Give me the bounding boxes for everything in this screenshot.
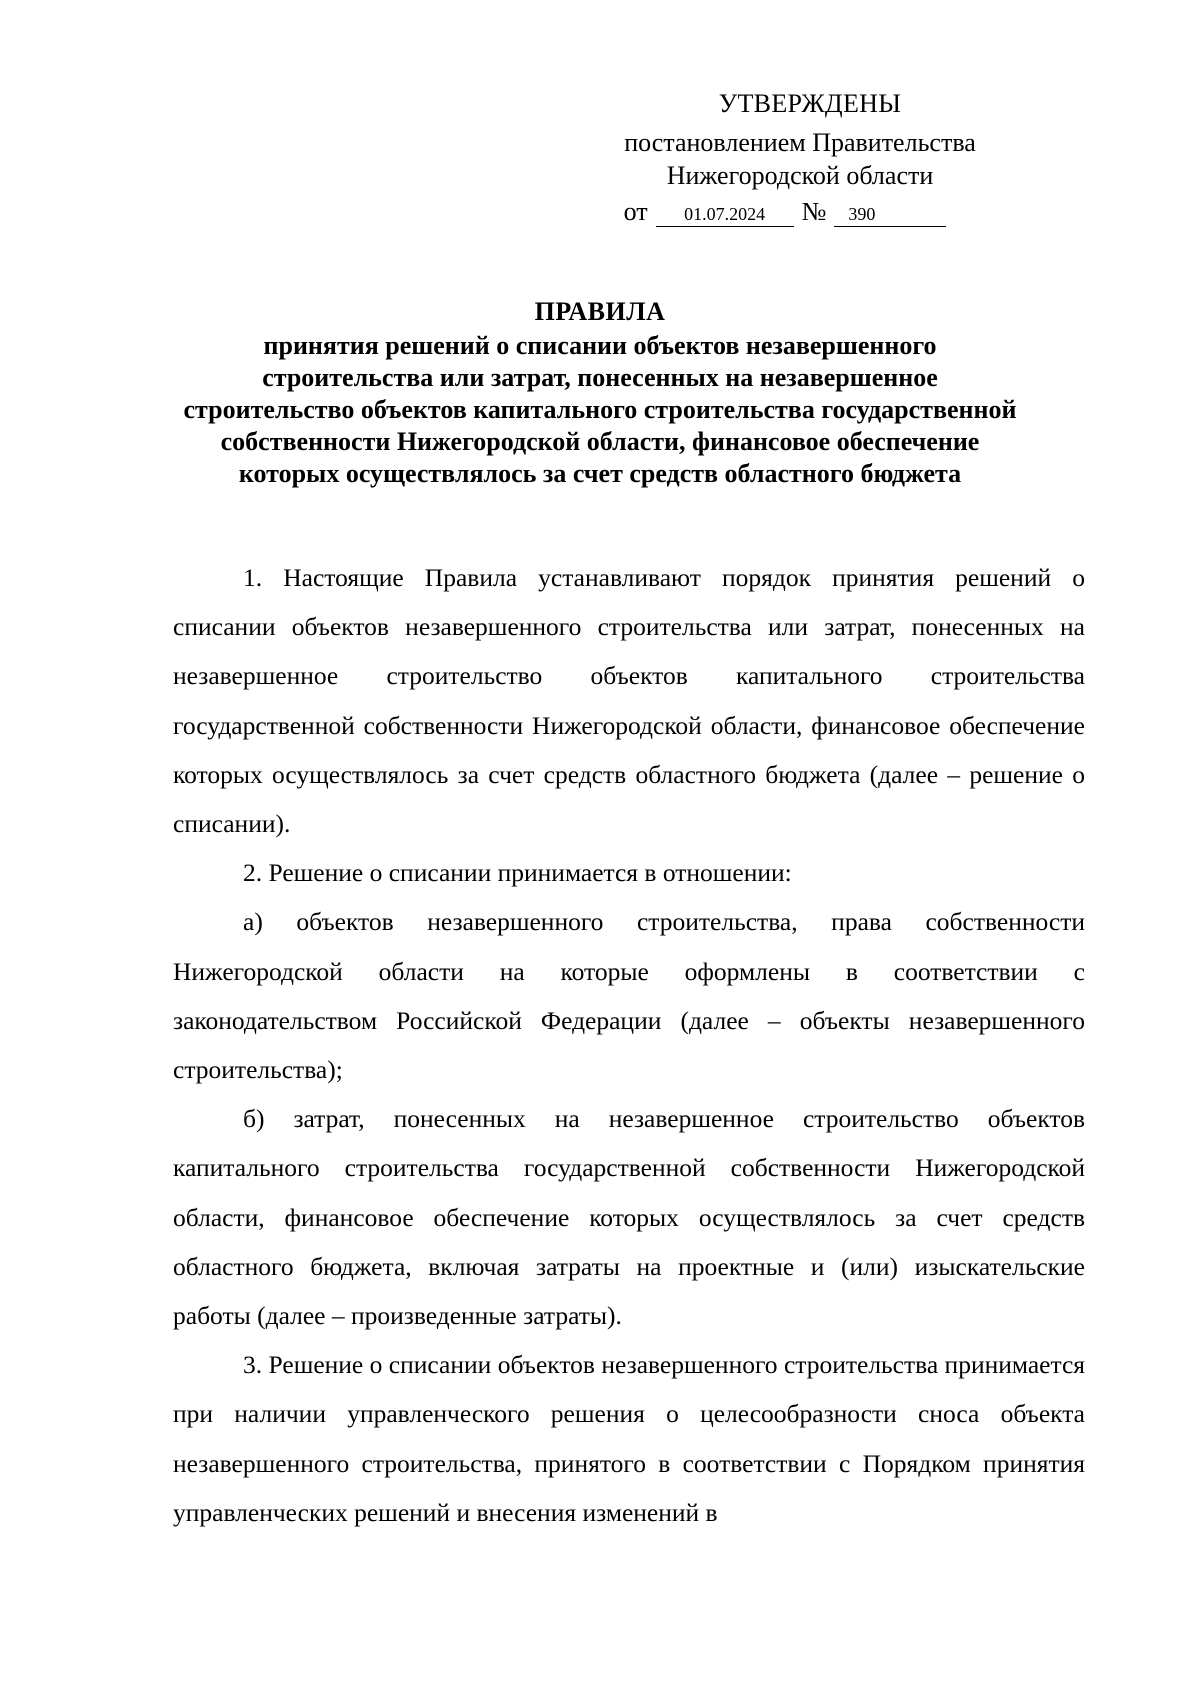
- approval-date-field: 01.07.2024: [656, 203, 794, 227]
- approval-date-row: [545, 192, 1025, 232]
- approval-line-1: постановлением Правительства: [624, 128, 976, 157]
- document-title: ПРАВИЛА: [534, 297, 666, 326]
- number-sign: №: [801, 197, 827, 226]
- paragraph-2: 2. Решение о списании принимается в отношении:: [243, 858, 792, 888]
- document-subtitle-line: строительство объектов капитального строительства государственной: [183, 395, 1017, 424]
- paragraph-2a: а) объектов незавершенного строительства, права собственности Нижегородской области на которые оформлены в соответствии с законодательством Российской Федерации (далее – объекты незавершенного строительства);: [173, 907, 1085, 1085]
- paragraph-1: 1. Настоящие Правила устанавливают порядок принятия решений о списании объектов незавершенного строительства или затрат, понесенных на незавершенное строительство объектов капитального строительства государственной собственности Нижегородской области, финансовое обеспечение которых осуществлялось за счет средств областного бюджета (далее – решение о списании).: [173, 563, 1085, 839]
- date-prefix: от: [623, 197, 648, 226]
- approval-heading: УТВЕРЖДЕНЫ: [718, 89, 902, 118]
- approval-number-field: 390: [834, 203, 946, 227]
- document-body: [173, 553, 1085, 1537]
- approval-line-2: Нижегородской области: [666, 161, 934, 190]
- document-title-block: [150, 296, 1050, 490]
- document-subtitle-line: принятия решений о списании объектов незавершенного: [263, 331, 937, 360]
- paragraph-2b: б) затрат, понесенных на незавершенное строительство объектов капитального строительства государственной собственности Нижегородской области, финансовое обеспечение которых осуществлялось за счет средств областного бюджета, включая затраты на проектные и (или) изыскательские работы (далее – произведенные затраты).: [173, 1104, 1085, 1331]
- document-subtitle-line: собственности Нижегородской области, финансовое обеспечение: [220, 427, 980, 456]
- paragraph-3: 3. Решение о списании объектов незавершенного строительства принимается при наличии управленческого решения о целесообразности сноса объекта незавершенного строительства, принятого в соответствии с Порядком принятия управленческих решений и внесения изменений в: [173, 1350, 1085, 1527]
- approval-stamp-block: [575, 82, 1025, 232]
- document-subtitle-line: которых осуществлялось за счет средств областного бюджета: [238, 459, 962, 488]
- document-subtitle-line: строительства или затрат, понесенных на незавершенное: [262, 363, 938, 392]
